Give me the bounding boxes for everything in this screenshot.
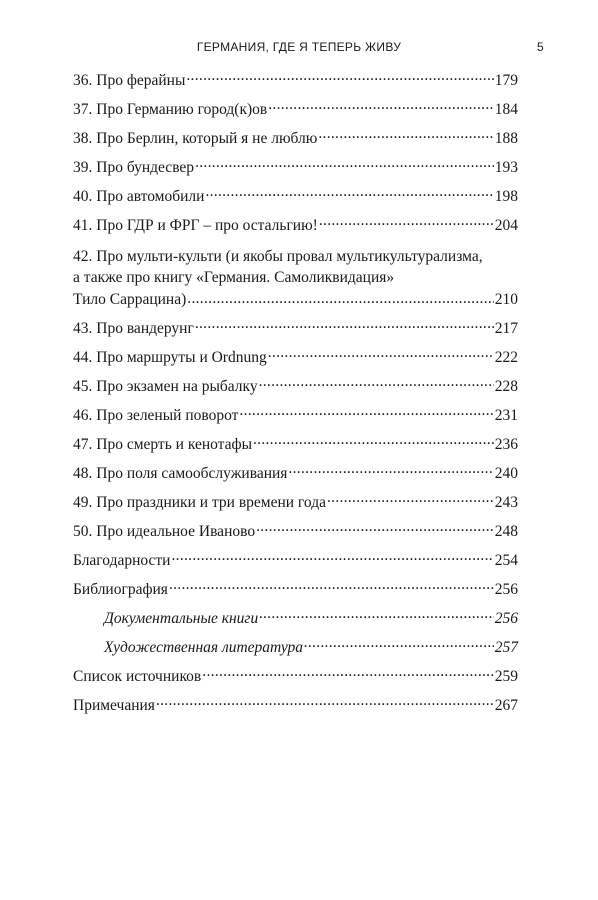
toc-entry-sources [73, 662, 518, 691]
toc-entry-page: 231 [494, 406, 518, 424]
toc-entry-page: 217 [494, 319, 518, 337]
toc-entry-page: 188 [494, 130, 518, 147]
toc-entry-page: 254 [494, 551, 518, 569]
toc-entry-page: 179 [494, 72, 518, 89]
dot-leader [304, 636, 494, 652]
toc-entry-notes [73, 691, 518, 720]
toc-entry-title: 40. Про автомобили [73, 188, 205, 205]
toc-entry-page: 256 [494, 580, 518, 598]
toc-entry-page: 184 [494, 101, 518, 118]
toc-entry-title: 41. Про ГДР и ФРГ – про остальгию! [73, 217, 318, 234]
toc-entry-page: 240 [494, 464, 518, 482]
toc-entry-page: 259 [494, 667, 518, 685]
dot-leader [253, 433, 494, 449]
toc-subentry-documentary-books [73, 604, 518, 633]
toc-entry-49 [73, 488, 518, 517]
dot-leader [186, 70, 493, 86]
toc-entry-39 [73, 153, 518, 182]
toc-entry-50 [73, 517, 518, 546]
toc-entry-page: 204 [494, 217, 518, 234]
running-header [0, 38, 598, 58]
toc-entry-page: 248 [494, 522, 518, 540]
toc-entry-title: 48. Про поля самообслуживания [73, 464, 288, 482]
toc-entry-page: 256 [494, 609, 518, 627]
toc-entry-title: 39. Про бундесвер [73, 159, 195, 176]
toc-entry-37 [73, 95, 518, 124]
toc-entry-title: 37. Про Германию город(к)ов [73, 101, 268, 118]
toc-entry-46 [73, 401, 518, 430]
toc-entry-bibliography [73, 575, 518, 604]
toc-entry-title: 45. Про экзамен на рыбалку [73, 377, 258, 395]
toc-entry-41 [73, 211, 518, 240]
table-of-contents [73, 66, 518, 720]
dot-leader [156, 694, 494, 710]
dot-leader [268, 346, 494, 362]
toc-entry-title-line-3: Тило Саррацина) [73, 290, 187, 308]
toc-entry-title: Документальные книги [104, 609, 259, 627]
dot-leader [239, 404, 493, 420]
dot-leader [268, 99, 494, 115]
dot-leader [256, 520, 494, 536]
toc-entry-acknowledgements [73, 546, 518, 575]
toc-entry-page: 267 [494, 696, 518, 714]
toc-entry-page: 210 [494, 290, 518, 308]
toc-entry-page: 236 [494, 435, 518, 453]
toc-entry-title: 43. Про вандерунг [73, 319, 194, 337]
dot-leader [169, 578, 494, 594]
toc-entry-42 [73, 246, 518, 310]
toc-entry-48 [73, 459, 518, 488]
dot-leader [327, 491, 494, 507]
dot-leader [195, 317, 494, 333]
toc-entry-page: 193 [494, 159, 518, 176]
dot-leader [171, 549, 493, 565]
toc-subentry-fiction [73, 633, 518, 662]
toc-entry-44 [73, 343, 518, 372]
toc-entry-title: Благодарности [73, 551, 171, 569]
toc-entry-title: 38. Про Берлин, который я не люблю [73, 130, 318, 147]
dot-leader [202, 665, 493, 681]
toc-entry-43 [73, 314, 518, 343]
toc-entry-title-line-1: 42. Про мульти-культи (и якобы провал мультикультурализма, [73, 248, 483, 265]
dot-leader [205, 186, 493, 202]
toc-entry-title: Библиография [73, 580, 168, 598]
toc-entry-title: 44. Про маршруты и Ordnung [73, 348, 267, 366]
toc-entry-page: 243 [494, 493, 518, 511]
toc-entry-title: 47. Про смерть и кенотафы [73, 435, 252, 453]
toc-entry-42-last-line [73, 288, 518, 310]
toc-entry-title: Список источников [73, 667, 202, 685]
dot-leader [259, 375, 494, 391]
toc-entry-page: 198 [494, 188, 518, 205]
dot-leader [259, 607, 494, 623]
toc-entry-title: 36. Про ферайны [73, 72, 186, 89]
page-number: 5 [537, 40, 544, 54]
toc-entry-page: 228 [494, 377, 518, 395]
toc-entry-45 [73, 372, 518, 401]
dot-leader [318, 128, 493, 144]
toc-entry-title: 50. Про идеальное Иваново [73, 522, 256, 540]
toc-entry-40 [73, 182, 518, 211]
dot-leader [195, 157, 494, 173]
toc-entry-title: Примечания [73, 696, 155, 714]
toc-entry-title: Художественная литература [104, 638, 304, 656]
dot-leader [187, 288, 493, 304]
toc-entry-title-line-2: а также про книгу «Германия. Самоликвидация» [73, 269, 395, 286]
toc-entry-38 [73, 124, 518, 153]
toc-entry-36 [73, 66, 518, 95]
toc-entry-page: 257 [494, 638, 518, 656]
toc-entry-title: 46. Про зеленый поворот [73, 406, 239, 424]
toc-entry-47 [73, 430, 518, 459]
running-title: ГЕРМАНИЯ, ГДЕ Я ТЕПЕРЬ ЖИВУ [196, 40, 402, 54]
dot-leader [319, 215, 494, 231]
dot-leader [288, 462, 493, 478]
toc-entry-title: 49. Про праздники и три времени года [73, 493, 326, 511]
toc-entry-page: 222 [494, 348, 518, 366]
